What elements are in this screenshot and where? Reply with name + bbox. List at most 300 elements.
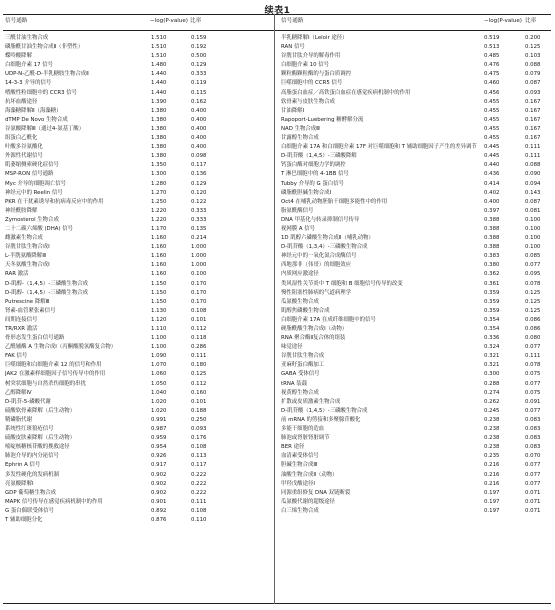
neg-log-p-value: 0.238 <box>484 435 500 442</box>
table-row <box>5 480 272 489</box>
pathway-name: 亮氨酸降解Ⅰ <box>5 480 34 487</box>
neg-log-p-value: 1.100 <box>151 335 167 342</box>
pathway-name: 白细胞介素 17A 在成纤维细胞中的信号 <box>281 316 376 323</box>
ratio-value: 0.112 <box>191 380 207 387</box>
table-row <box>5 107 272 116</box>
table-row <box>5 343 272 352</box>
pathway-name: 谷胱甘肽生物合成Ⅰ <box>5 244 50 251</box>
neg-log-p-value: 1.020 <box>151 407 167 414</box>
ratio-value: 0.101 <box>191 316 207 323</box>
table-row <box>281 443 551 452</box>
table-row <box>5 143 272 152</box>
table-row <box>5 398 272 407</box>
pathway-name: 海藻糖降解Ⅱ（海藻糖） <box>5 107 62 114</box>
left-header-ratio: 比率 <box>190 18 202 24</box>
table-row <box>5 234 272 243</box>
ratio-value: 0.400 <box>191 125 207 132</box>
ratio-value: 0.170 <box>191 298 207 305</box>
neg-log-p-value: 1.510 <box>151 53 167 60</box>
ratio-value: 0.159 <box>191 35 207 41</box>
pathway-name: Ephrin A 信号 <box>5 462 41 469</box>
neg-log-p-value: 1.350 <box>151 162 167 169</box>
pathway-name: 肺泡介导的内分泌信号 <box>5 453 59 460</box>
neg-log-p-value: 1.250 <box>151 198 167 205</box>
pathway-name: 瓜氨酸生物合成 <box>281 298 319 305</box>
pathway-name: RAN 信号 <box>281 44 305 51</box>
table-row <box>281 480 551 489</box>
ratio-value: 0.088 <box>525 62 541 69</box>
table-row <box>281 252 551 261</box>
neg-log-p-value: 0.959 <box>151 435 167 442</box>
ratio-value: 0.070 <box>525 453 541 460</box>
ratio-value: 0.083 <box>525 426 541 433</box>
neg-log-p-value: 0.901 <box>151 498 167 505</box>
ratio-value: 0.100 <box>525 244 541 251</box>
pathway-name: PKR 在干扰素诱导和抗病毒反应中的作用 <box>5 198 104 205</box>
neg-log-p-value: 1.270 <box>151 189 167 196</box>
ratio-value: 0.122 <box>191 198 207 205</box>
neg-log-p-value: 1.280 <box>151 180 167 187</box>
ratio-value: 1.000 <box>191 244 207 251</box>
right-header-ratio: 比率 <box>525 18 537 24</box>
pathway-name: MSP-RON 信号通路 <box>5 171 54 178</box>
ratio-value: 0.077 <box>525 462 541 469</box>
table-row <box>5 70 272 79</box>
neg-log-p-value: 0.991 <box>151 416 167 423</box>
neg-log-p-value: 1.120 <box>151 316 167 323</box>
table-row <box>281 298 551 307</box>
table-row <box>5 43 272 52</box>
pathway-name: 叶酸多谷氨酸化 <box>5 144 43 151</box>
neg-log-p-value: 1.020 <box>151 398 167 405</box>
ratio-value: 0.085 <box>525 253 541 260</box>
neg-log-p-value: 1.160 <box>151 253 167 260</box>
ratio-value: 0.400 <box>191 107 207 114</box>
pathway-name: T 辅助细胞分化 <box>5 516 43 523</box>
pathway-name: GABA 受体信号 <box>281 371 320 378</box>
table-row <box>5 361 272 370</box>
table-row <box>281 452 551 461</box>
header-rule <box>3 30 551 31</box>
ratio-value: 0.108 <box>191 507 207 514</box>
ratio-value: 0.167 <box>525 98 541 105</box>
pathway-name: Tubby 介导的 G 蛋白信号 <box>281 180 344 187</box>
neg-log-p-value: 0.197 <box>484 498 500 505</box>
neg-log-p-value: 0.361 <box>484 280 500 287</box>
pathway-name: 甘油降解Ⅰ <box>281 107 305 114</box>
ratio-value: 0.162 <box>191 98 207 105</box>
table-row <box>5 389 272 398</box>
table-row <box>281 125 551 134</box>
neg-log-p-value: 0.288 <box>484 380 500 387</box>
ratio-value: 0.075 <box>525 371 541 378</box>
neg-log-p-value: 1.300 <box>151 171 167 178</box>
ratio-value: 0.100 <box>525 225 541 232</box>
neg-log-p-value: 0.440 <box>484 162 500 169</box>
ratio-value: 0.108 <box>191 444 207 451</box>
left-header-name: 信号通路 <box>5 18 28 24</box>
neg-log-p-value: 0.455 <box>484 135 500 142</box>
pathway-name: Rapoport-Luebering 糖酵解分流 <box>281 116 364 123</box>
ratio-value: 0.103 <box>525 53 541 60</box>
neg-log-p-value: 1.440 <box>151 80 167 87</box>
neg-log-p-value: 1.220 <box>151 216 167 223</box>
neg-log-p-value: 0.902 <box>151 471 167 478</box>
ratio-value: 0.077 <box>525 407 541 414</box>
table-row <box>5 216 272 225</box>
table-row <box>281 234 551 243</box>
neg-log-p-value: 0.388 <box>484 225 500 232</box>
ratio-value: 0.400 <box>191 135 207 142</box>
pathway-name: Oct4 在哺乳动物胚胎干细胞多能性中的作用 <box>281 198 388 205</box>
pathway-name: D-肌苷酸（1,4,5）-三磷酸降解 <box>281 153 357 160</box>
ratio-value: 0.093 <box>191 426 207 433</box>
table-row <box>5 280 272 289</box>
pathway-name: 钙蛋白酶对细胞力学的调控 <box>281 162 346 169</box>
neg-log-p-value: 1.170 <box>151 225 167 232</box>
table-row <box>5 125 272 134</box>
neg-log-p-value: 0.455 <box>484 107 500 114</box>
table-row <box>5 298 272 307</box>
neg-log-p-value: 1.380 <box>151 107 167 114</box>
ratio-value: 0.222 <box>191 489 207 496</box>
table-row <box>5 307 272 316</box>
ratio-value: 0.167 <box>525 107 541 114</box>
ratio-value: 0.077 <box>525 344 541 351</box>
pathway-name: MAPK 信号传导在感觉疾病机制中的作用 <box>5 498 103 505</box>
table-row <box>281 261 551 270</box>
ratio-value: 0.112 <box>191 326 207 332</box>
table-row <box>281 416 551 425</box>
pathway-name: 白细胞介素 17A 和白细胞介素 17F 对巨噬细胞和 T 辅助细胞因子产生的差异调节 <box>281 144 477 151</box>
ratio-value: 0.100 <box>191 271 207 278</box>
neg-log-p-value: 0.460 <box>484 80 500 87</box>
pathway-name: 硫酸皮肤素降解（后生动物） <box>5 435 76 442</box>
ratio-value: 0.113 <box>191 453 207 460</box>
neg-log-p-value: 1.380 <box>151 116 167 123</box>
table-row <box>5 425 272 434</box>
table-row <box>5 270 272 279</box>
neg-log-p-value: 1.440 <box>151 89 167 96</box>
ratio-value: 0.125 <box>525 44 541 51</box>
table-row <box>5 52 272 61</box>
pathway-name: 软骨素与皮肤生物合成 <box>281 98 335 105</box>
ratio-value: 0.200 <box>525 35 541 41</box>
neg-log-p-value: 0.445 <box>484 144 500 151</box>
ratio-value: 0.136 <box>191 171 207 178</box>
table-row <box>5 225 272 234</box>
neg-log-p-value: 0.456 <box>484 89 500 96</box>
neg-log-p-value: 1.150 <box>151 280 167 287</box>
neg-log-p-value: 1.160 <box>151 235 167 242</box>
table-row <box>281 325 551 334</box>
ratio-value: 0.071 <box>525 507 541 514</box>
neg-log-p-value: 0.954 <box>151 444 167 451</box>
table-row <box>5 289 272 298</box>
table-row <box>5 434 272 443</box>
ratio-value: 0.333 <box>191 71 207 78</box>
pathway-name: 胆碱生物合成Ⅲ <box>281 462 318 469</box>
table-row <box>5 443 272 452</box>
neg-log-p-value: 1.160 <box>151 271 167 278</box>
table-row <box>5 380 272 389</box>
top-rule <box>3 14 551 15</box>
pathway-name: T 淋巴细胞中的 4-1BB 信号 <box>281 171 349 178</box>
table-row <box>281 270 551 279</box>
pathway-name: 白细胞介素 10 信号 <box>281 62 330 69</box>
left-header-p: −log(P-value) <box>150 18 188 24</box>
neg-log-p-value: 1.220 <box>151 207 167 214</box>
table-row <box>281 398 551 407</box>
ratio-value: 0.088 <box>525 162 541 169</box>
ratio-value: 0.078 <box>525 280 541 287</box>
neg-log-p-value: 1.380 <box>151 125 167 132</box>
pathway-name: 肾素-血管紧张素信号 <box>5 307 56 314</box>
pathway-name: 巨噬细胞和白细胞介素 12 的信号和作用 <box>5 362 102 369</box>
table-row <box>281 198 551 207</box>
ratio-value: 0.400 <box>191 116 207 123</box>
ratio-value: 0.108 <box>191 307 207 314</box>
table-row <box>5 489 272 498</box>
pathway-name: 嗜酸性粒细胞中的 CCR3 信号 <box>5 89 78 96</box>
pathway-name: 谷胱甘肽介导的解毒作用 <box>281 53 341 60</box>
neg-log-p-value: 0.917 <box>151 462 167 469</box>
ratio-value: 0.111 <box>191 353 207 360</box>
table-row <box>281 370 551 379</box>
table-row <box>5 89 272 98</box>
neg-log-p-value: 0.238 <box>484 444 500 451</box>
neg-log-p-value: 0.238 <box>484 416 500 423</box>
ratio-value: 0.333 <box>191 216 207 223</box>
ratio-value: 0.176 <box>191 435 207 442</box>
pathway-name: 乙酰辅酶 A 生物合成Ⅰ（丙酮酸脱氢酶复合物） <box>5 344 117 351</box>
pathway-name: D-肌苷酸（1,3,4）-三磷酸生物合成 <box>281 244 368 251</box>
pathway-name: 雌激素生物合成 <box>5 235 43 242</box>
ratio-value: 0.111 <box>525 353 541 360</box>
ratio-value: 0.125 <box>525 307 541 314</box>
table-row <box>5 116 272 125</box>
pathway-name: 间期连接信号 <box>5 316 38 323</box>
pathway-name: 多发性硬化的发病机制 <box>5 471 59 478</box>
ratio-value: 0.286 <box>191 344 207 351</box>
pathway-name: 抗坏血酸途径 <box>5 98 38 105</box>
pathway-name: D-肌苷-5-磷酸代谢 <box>5 398 51 405</box>
table-row <box>5 516 272 525</box>
neg-log-p-value: 0.359 <box>484 307 500 314</box>
neg-log-p-value: 0.359 <box>484 298 500 305</box>
pathway-name: UDP-N-乙酰-D-半乳糖胺生物合成Ⅱ <box>5 71 89 78</box>
pathway-name: 血清素受体信号 <box>281 453 319 460</box>
pathway-name: 神经元中的 Reelin 信号 <box>5 189 63 196</box>
neg-log-p-value: 0.238 <box>484 426 500 433</box>
ratio-value: 0.125 <box>525 289 541 296</box>
table-row <box>281 34 551 43</box>
pathway-name: 扩散或皮质激素生物合成 <box>281 398 341 405</box>
table-row <box>281 52 551 61</box>
neg-log-p-value: 0.397 <box>484 207 500 214</box>
pathway-name: 肌醇焦磷酸生物合成 <box>281 307 330 314</box>
ratio-value: 0.214 <box>191 235 207 242</box>
table-row <box>281 79 551 88</box>
ratio-value: 0.125 <box>525 298 541 305</box>
right-header-p: −log(P-value) <box>484 18 522 24</box>
neg-log-p-value: 0.388 <box>484 235 500 242</box>
pathway-name: 谷氨酸降解Ⅲ（通过4-氨基丁酸） <box>5 125 85 132</box>
neg-log-p-value: 0.455 <box>484 125 500 132</box>
ratio-value: 0.087 <box>525 198 541 205</box>
right-header-name: 信号通路 <box>281 18 304 24</box>
ratio-value: 0.143 <box>525 189 541 196</box>
table-row <box>281 107 551 116</box>
neg-log-p-value: 1.150 <box>151 289 167 296</box>
ratio-value: 1.000 <box>191 262 207 269</box>
ratio-value: 1.000 <box>191 253 207 260</box>
pathway-name: 神经元中的一氧化氮合成酶信号 <box>281 253 357 260</box>
table-row <box>281 152 551 161</box>
table-row <box>5 152 272 161</box>
pathway-name: 白细胞介素 17 信号 <box>5 62 54 69</box>
neg-log-p-value: 0.362 <box>484 271 500 278</box>
table-row <box>281 98 551 107</box>
table-row <box>281 307 551 316</box>
ratio-value: 0.077 <box>525 471 541 478</box>
table-row <box>5 461 272 470</box>
neg-log-p-value: 1.060 <box>151 371 167 378</box>
ratio-value: 0.093 <box>525 89 541 96</box>
ratio-value: 0.077 <box>525 380 541 387</box>
pathway-name: 磷脂酰甘油生物合成Ⅱ（非塑性） <box>5 44 84 51</box>
neg-log-p-value: 0.513 <box>484 44 500 51</box>
neg-log-p-value: 0.383 <box>484 253 500 260</box>
ratio-value: 0.188 <box>191 407 207 414</box>
neg-log-p-value: 0.402 <box>484 189 500 196</box>
table-row <box>5 34 272 43</box>
table-row <box>5 416 272 425</box>
pathway-name: 白三烯生物合成 <box>281 507 319 514</box>
neg-log-p-value: 0.388 <box>484 244 500 251</box>
pathway-name: Putrescine 降解Ⅲ <box>5 298 50 305</box>
table-row <box>5 316 272 325</box>
ratio-value: 0.400 <box>191 144 207 151</box>
ratio-value: 0.081 <box>525 207 541 214</box>
table-row <box>281 207 551 216</box>
neg-log-p-value: 0.987 <box>151 426 167 433</box>
neg-log-p-value: 1.130 <box>151 307 167 314</box>
neg-log-p-value: 1.100 <box>151 344 167 351</box>
table-row <box>5 170 272 179</box>
ratio-value: 0.222 <box>191 480 207 487</box>
table-row <box>281 225 551 234</box>
neg-log-p-value: 0.388 <box>484 216 500 223</box>
neg-log-p-value: 1.510 <box>151 44 167 51</box>
table-row <box>281 161 551 170</box>
neg-log-p-value: 0.245 <box>484 407 500 414</box>
table-row <box>281 489 551 498</box>
table-row <box>281 425 551 434</box>
pathway-name: DNA 甲基化与转录抑制信号传导 <box>281 216 360 223</box>
table-row <box>5 325 272 334</box>
ratio-value: 0.100 <box>525 235 541 242</box>
pathway-name: 亚麻籽蛋白酶加工 <box>281 362 325 369</box>
table-row <box>5 61 272 70</box>
table-row <box>281 352 551 361</box>
pathway-name: GDP 葡萄糖生物合成 <box>5 489 57 496</box>
ratio-value: 0.129 <box>191 62 207 69</box>
pathway-name: D-肌苷酸（1,4,5）-三磷酸生物合成 <box>281 407 368 414</box>
pathway-name: 巨噬细胞中的 CCR5 信号 <box>281 80 343 87</box>
neg-log-p-value: 0.455 <box>484 116 500 123</box>
neg-log-p-value: 0.324 <box>484 344 500 351</box>
ratio-value: 0.500 <box>191 53 207 60</box>
neg-log-p-value: 0.216 <box>484 480 500 487</box>
ratio-value: 0.083 <box>525 444 541 451</box>
ratio-value: 0.180 <box>191 362 207 369</box>
ratio-value: 0.170 <box>191 289 207 296</box>
neg-log-p-value: 1.070 <box>151 362 167 369</box>
table-row <box>281 434 551 443</box>
pathway-name: 类风湿性关节炎中 T 细胞和 B 细胞信号传导的改变 <box>281 280 403 287</box>
table-row <box>5 161 272 170</box>
pathway-name: 脂氨酰酶信号 <box>281 207 314 214</box>
table-row <box>281 180 551 189</box>
ratio-value: 0.071 <box>525 489 541 496</box>
neg-log-p-value: 0.475 <box>484 71 500 78</box>
table-row <box>281 116 551 125</box>
neg-log-p-value: 1.380 <box>151 153 167 160</box>
left-table-body <box>5 34 272 525</box>
neg-log-p-value: 1.390 <box>151 98 167 105</box>
table-row <box>5 98 272 107</box>
neg-log-p-value: 0.485 <box>484 53 500 60</box>
table-row <box>281 471 551 480</box>
pathway-name: 蝶呤酸降解 <box>5 53 32 60</box>
ratio-value: 0.086 <box>525 316 541 323</box>
neg-log-p-value: 0.359 <box>484 289 500 296</box>
pathway-name: 瓜氨酸代谢的超级途径 <box>281 498 335 505</box>
pathway-name: Myc 介导的细胞凋亡信号 <box>5 180 67 187</box>
table-row <box>281 507 551 516</box>
pathway-name: 神经酰胺降解 <box>5 207 38 214</box>
pathway-name: 高脂蛋白血症／高铁蛋白血症在感觉疾病机制中的作用 <box>281 89 411 96</box>
ratio-value: 0.100 <box>525 216 541 223</box>
table-row <box>5 370 272 379</box>
pathway-name: BER 途径 <box>281 444 305 451</box>
neg-log-p-value: 1.160 <box>151 244 167 251</box>
table-row <box>281 61 551 70</box>
neg-log-p-value: 1.150 <box>151 298 167 305</box>
pathway-name: JAK2 在激素样细胞因子信号传导中的作用 <box>5 371 106 378</box>
neg-log-p-value: 1.480 <box>151 62 167 69</box>
pathway-name: G 蛋白偶联受体信号 <box>5 507 55 514</box>
ratio-value: 0.222 <box>191 471 207 478</box>
right-table-body <box>281 34 551 516</box>
ratio-value: 0.192 <box>191 44 207 51</box>
pathway-name: TR/RXR 激活 <box>5 326 38 332</box>
pathway-name: FAK 信号 <box>5 353 28 360</box>
ratio-value: 0.117 <box>191 162 207 169</box>
ratio-value: 0.094 <box>525 180 541 187</box>
ratio-value: 0.167 <box>525 125 541 132</box>
ratio-value: 0.083 <box>525 435 541 442</box>
table-row <box>5 189 272 198</box>
neg-log-p-value: 1.380 <box>151 144 167 151</box>
pathway-name: 嘧啶核糖核苷酸的挽救途径 <box>5 444 70 451</box>
ratio-value: 0.075 <box>525 389 541 396</box>
table-row <box>5 507 272 516</box>
table-row <box>5 452 272 461</box>
pathway-name: 油酸生物合成Ⅱ（动物） <box>281 471 338 478</box>
neg-log-p-value: 1.110 <box>151 326 167 332</box>
